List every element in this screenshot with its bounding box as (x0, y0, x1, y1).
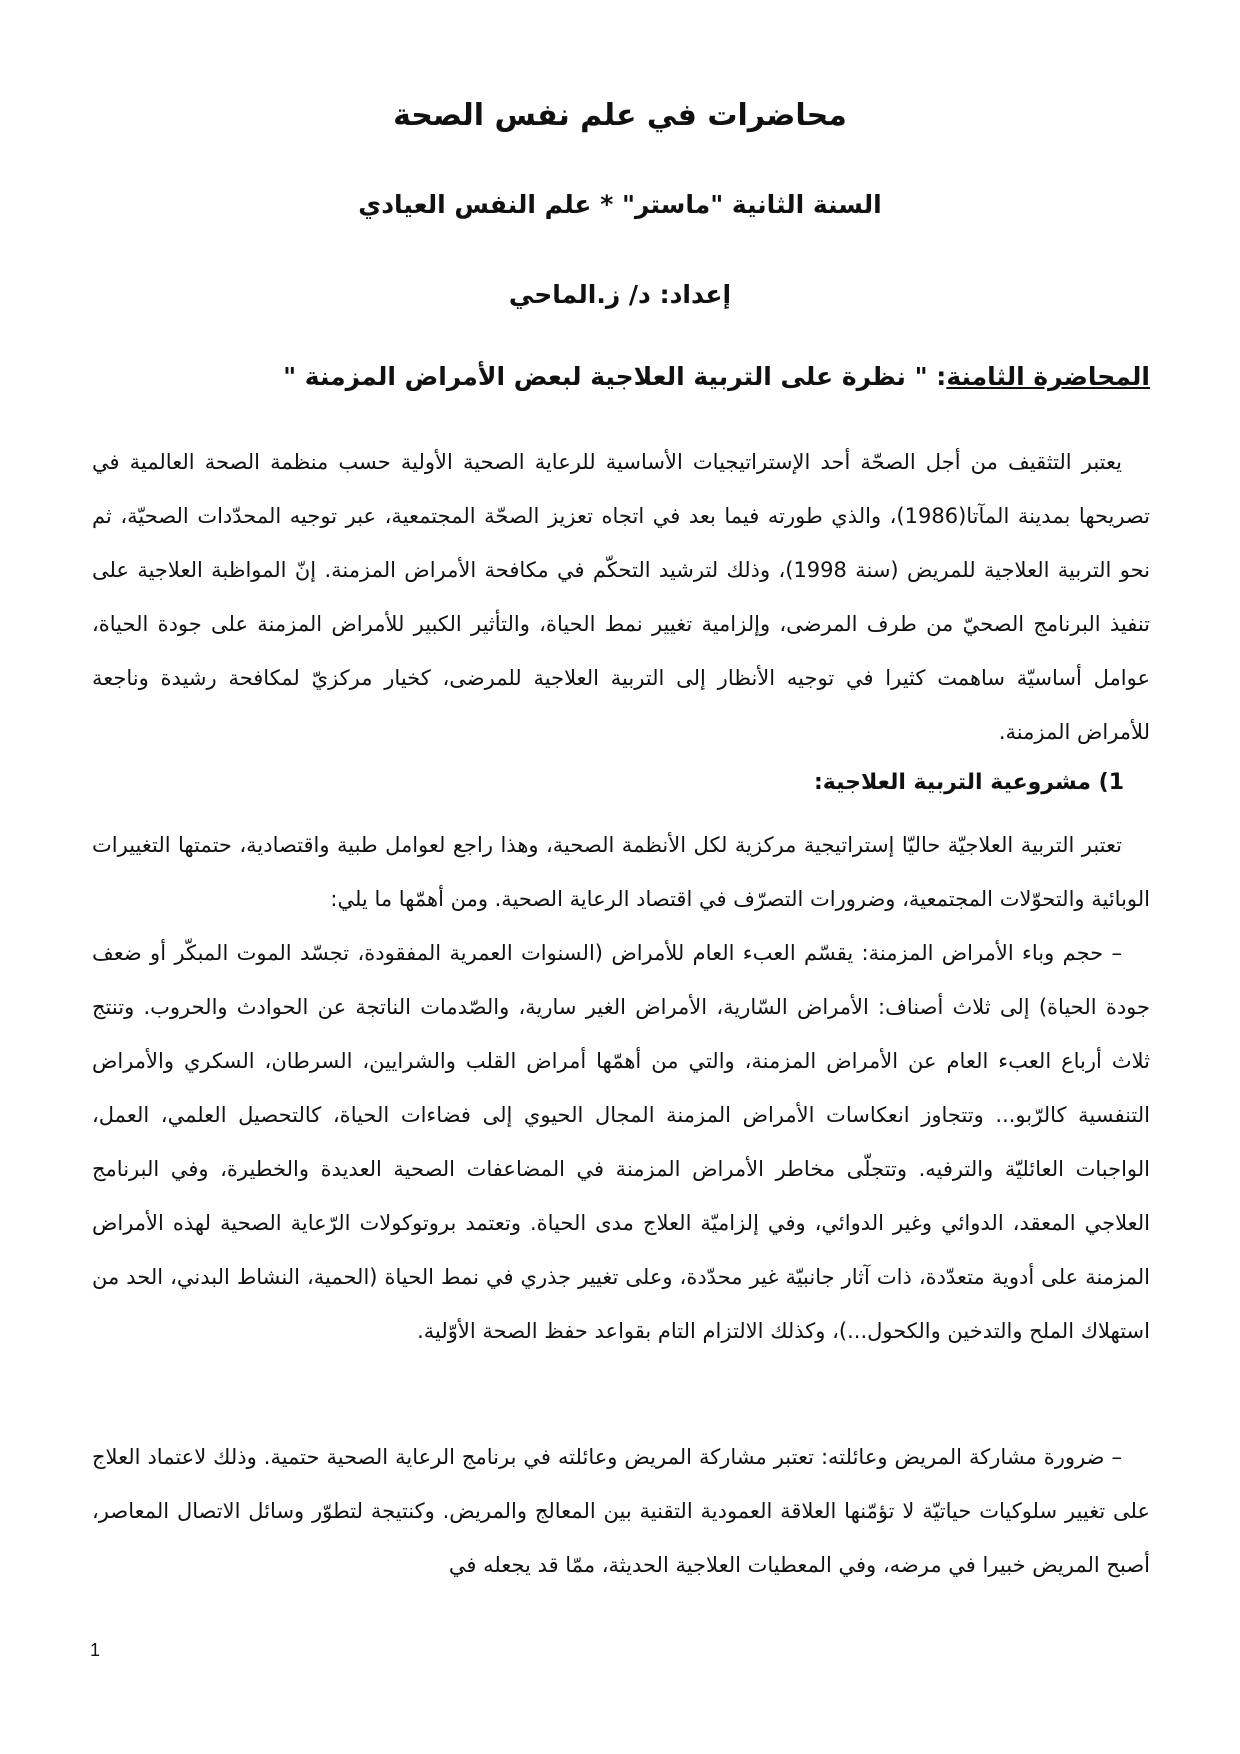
document-author: إعداد: د/ ز.الماحي (508, 280, 732, 309)
document-subtitle: السنة الثانية "ماستر" * علم النفس العيادي (358, 190, 882, 219)
bullet-1-text: – حجم وباء الأمراض المزمنة: يقسّم العبء العام للأمراض (السنوات العمرية المفقودة، تجسّد الموت المبكّر أو ضعف جودة الحياة) إلى ثلاث أصناف: الأمراض السّارية، الأمراض الغير سارية، والصّدمات الناتجة عن الحوادث والحروب. وتنتج ثلاث أرباع العبء العام عن الأمراض المزمنة، والتي من أهمّها أمراض القلب والشرايين، السرطان، السكري والأمراض التنفسية كالرّبو... وتتجاوز انعكاسات الأمراض المزمنة المجال الحيوي إلى فضاءات الحياة، كالتحصيل العلمي، العمل، الواجبات العائليّة والترفيه. وتتجلّى مخاطر الأمراض المزمنة في المضاعفات الصحية العديدة والخطيرة، وفي البرنامج العلاجي المعقد، الدوائي وغير الدوائي، وفي إلزاميّة العلاج مدى الحياة. وتعتمد بروتوكولات الرّعاية الصحية لهذه الأمراض المزمنة على أدوية متعدّدة، ذات آثار جانبيّة غير محدّدة، وعلى تغيير جذري في نمط الحياة (الحمية، النشاط البدني، الحد من استهلاك الملح والتدخين والكحول...)، وكذلك الالتزام التام بقواعد حفظ الصحة الأوّلية. (92, 941, 1150, 1343)
section-1-paragraph (92, 818, 1150, 926)
section-1-paragraph-text: تعتبر التربية العلاجيّة حاليّا إستراتيجية مركزية لكل الأنظمة الصحية، وهذا راجع لعوامل طبية واقتصادية، حتمتها التغييرات الوبائية والتحوّلات المجتمعية، وضرورات التصرّف في اقتصاد الرعاية الصحية. ومن أهمّها ما يلي: (92, 833, 1150, 911)
lecture-title: : " نظرة على التربية العلاجية لبعض الأمراض المزمنة " (283, 362, 947, 391)
lecture-heading (90, 362, 1150, 391)
intro-paragraph-text: يعتبر التثقيف من أجل الصحّة أحد الإستراتيجيات الأساسية للرعاية الصحية الأولية حسب منظمة الصحة العالمية في تصريحها بمدينة المآتا(1986)، والذي طورته فيما بعد في اتجاه تعزيز الصحّة المجتمعية، عبر توجيه المحدّدات الصحيّة، ثم نحو التربية العلاجية للمريض (سنة 1998)، وذلك لترشيد التحكّم في مكافحة الأمراض المزمنة. إنّ المواظبة العلاجية على تنفيذ البرنامج الصحيّ من طرف المرضى، وإلزامية تغيير نمط الحياة، والتأثير الكبير للأمراض المزمنة على جودة الحياة، عوامل أساسيّة ساهمت كثيرا في توجيه الأنظار إلى التربية العلاجية للمرضى، كخيار مركزيّ لمكافحة رشيدة وناجعة للأمراض المزمنة. (92, 450, 1150, 744)
intro-paragraph (92, 435, 1150, 759)
bullet-2-text: – ضرورة مشاركة المريض وعائلته: تعتبر مشاركة المريض وعائلته في برنامج الرعاية الصحية حتمية. وذلك لاعتماد العلاج على تغيير سلوكيات حياتيّة لا تؤمّنها العلاقة العمودية التقنية بين المعالج والمريض. وكنتيجة لتطوّر وسائل الاتصال المعاصر، أصبح المريض خبيرا في مرضه، وفي المعطيات العلاجية الحديثة، ممّا قد يجعله في (92, 1445, 1150, 1577)
section-1-heading: 1) مشروعية التربية العلاجية: (813, 770, 1124, 795)
document-title: محاضرات في علم نفس الصحة (393, 98, 847, 133)
bullet-item-chronic-disease (92, 926, 1150, 1358)
lecture-label: المحاضرة الثامنة (946, 362, 1150, 391)
bullet-item-patient-participation (92, 1430, 1150, 1592)
page-number: 1 (90, 1640, 101, 1660)
